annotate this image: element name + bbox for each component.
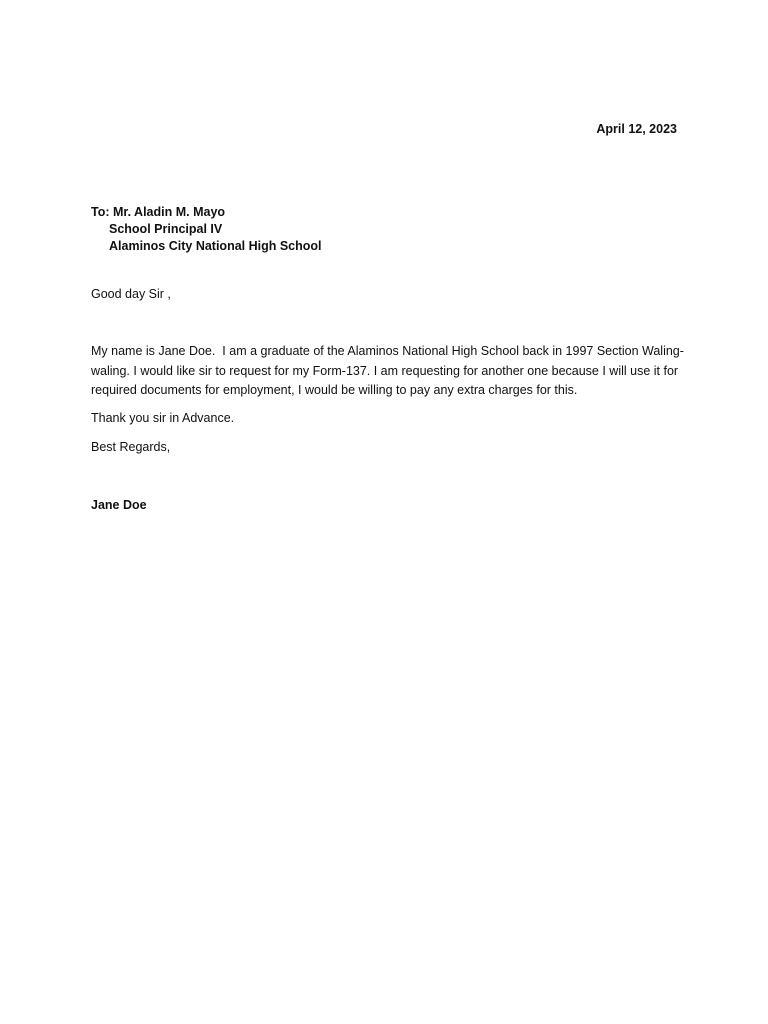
recipient-name: To: Mr. Aladin M. Mayo xyxy=(91,205,226,219)
recipient-block xyxy=(91,204,322,255)
recipient-school: Alaminos City National High School xyxy=(109,239,322,253)
letter-body: My name is Jane Doe. I am a graduate of the Alaminos National High School back in 1997 Section Waling-waling. I would like sir to request for my Form-137. I am requesting for another one because I will use it for required documents for employment, I would be willing to pay any extra charges for this. xyxy=(91,344,684,397)
closing: Best Regards, xyxy=(91,440,171,454)
letter-date: April 12, 2023 xyxy=(596,122,677,136)
recipient-title: School Principal IV xyxy=(109,222,223,236)
signature-name: Jane Doe xyxy=(91,498,147,512)
thanks-line: Thank you sir in Advance. xyxy=(91,411,235,425)
greeting: Good day Sir , xyxy=(91,287,171,301)
